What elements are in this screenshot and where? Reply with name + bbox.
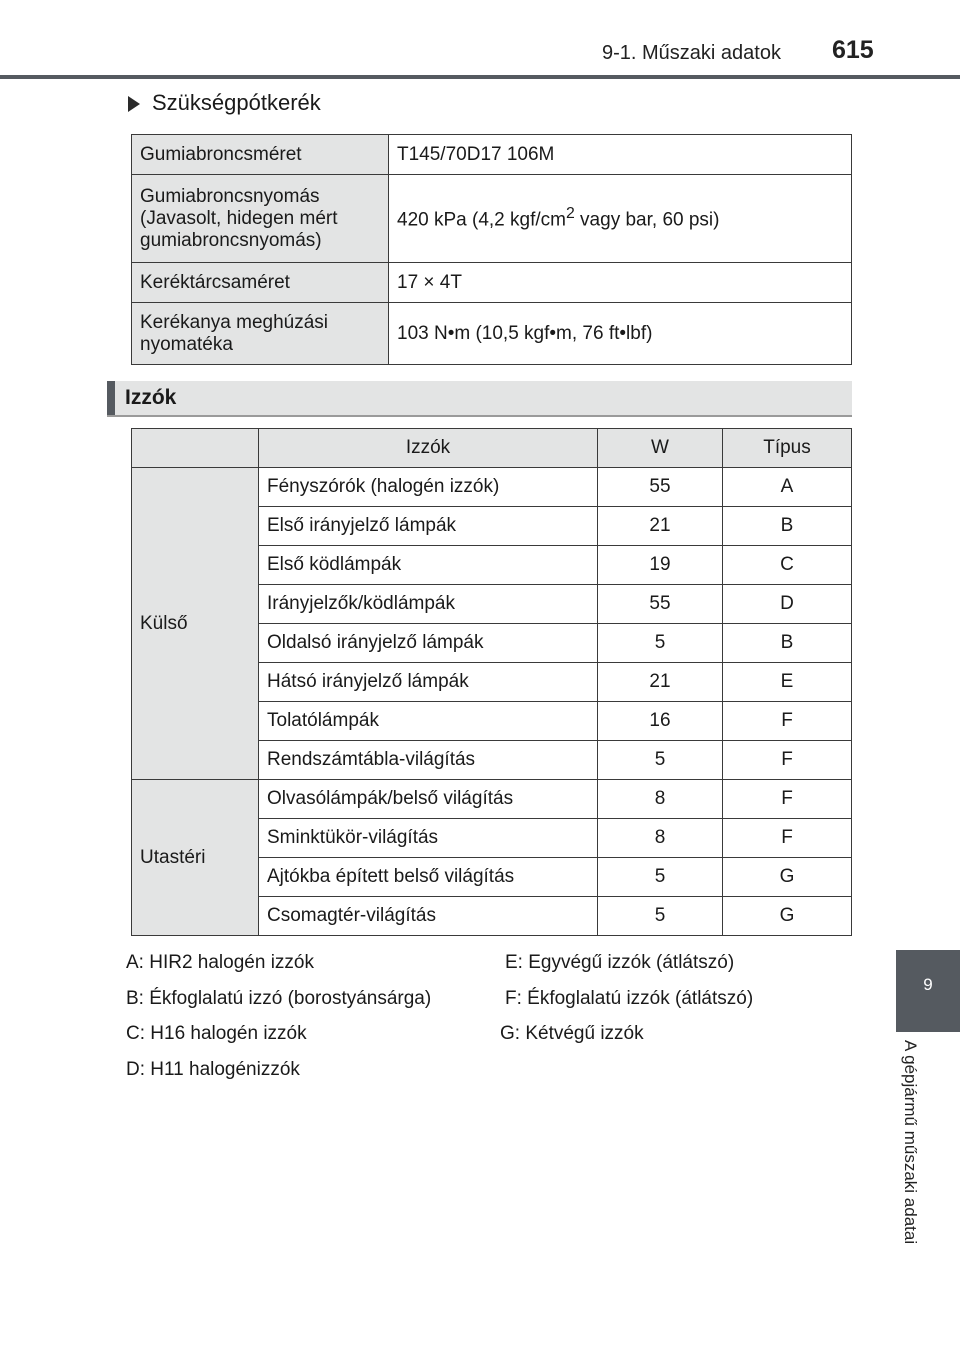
bulb-type-cell: F [723,819,852,858]
row-label [132,175,389,263]
bulb-type-cell: F [723,741,852,780]
bulbs-section-header [107,381,852,417]
spare-wheel-heading [128,90,321,116]
bulb-watt-cell: 8 [598,819,723,858]
header-divider [0,75,960,79]
bulb-watt-cell: 5 [598,897,723,936]
bulbs-table [131,428,852,936]
bulb-name-cell: Sminktükör-világítás [259,819,598,858]
bulb-name-cell: Hátsó irányjelző lámpák [259,663,598,702]
group-label: Utastéri [132,780,259,936]
bulb-watt-cell: 8 [598,780,723,819]
legend-item: E: Egyvégű izzók (átlátszó) [505,952,735,973]
table-row [132,135,852,175]
bulb-type-cell: G [723,858,852,897]
bulb-watt-cell: 5 [598,858,723,897]
chapter-title: A gépjármű műszaki adatai [901,1040,920,1245]
row-label: Gumiabroncsméret [132,135,389,175]
bullet-triangle-icon [128,96,140,112]
bulb-name-cell: Csomagtér-világítás [259,897,598,936]
bulbs-section-title: Izzók [125,386,177,409]
table-row [132,175,852,263]
bulb-watt-cell: 21 [598,663,723,702]
table-row [132,303,852,365]
table-row [132,780,852,819]
value-superscript: 2 [565,205,575,223]
bulb-type-cell: F [723,702,852,741]
chapter-label [900,1040,940,1300]
bulb-type-cell: A [723,468,852,507]
row-value: T145/70D17 106M [389,135,852,175]
bulb-name-cell: Oldalsó irányjelző lámpák [259,624,598,663]
bulb-type-cell: B [723,624,852,663]
bulb-name-cell: Tolatólámpák [259,702,598,741]
row-label-line: (Javasolt, hidegen mért [140,207,338,229]
row-label [132,303,389,365]
chapter-number: 9 [923,975,933,994]
bulb-type-cell: C [723,546,852,585]
legend-item: F: Ékfoglalatú izzók (átlátszó) [505,988,754,1009]
bulb-name-cell: Első ködlámpák [259,546,598,585]
row-label: Keréktárcsaméret [132,263,389,303]
legend-item: B: Ékfoglalatú izzó (borostyánsárga) [126,988,432,1009]
page-number: 615 [832,36,874,64]
bulb-name-cell: Első irányjelző lámpák [259,507,598,546]
bulb-watt-cell: 5 [598,741,723,780]
row-value [389,175,852,263]
spare-wheel-table [131,134,852,365]
value-text: vagy bar, 60 psi) [574,209,720,231]
group-label: Külső [132,468,259,780]
row-label-line: Gumiabroncsnyomás [140,185,320,207]
table-row [132,468,852,507]
bulb-watt-cell: 55 [598,585,723,624]
bulb-type-cell: E [723,663,852,702]
bulb-name-cell: Fényszórók (halogén izzók) [259,468,598,507]
chapter-tab [896,950,960,1032]
bulb-name-cell: Rendszámtábla-világítás [259,741,598,780]
bulb-watt-cell: 55 [598,468,723,507]
value-text: 420 kPa (4,2 kgf/cm [397,209,566,231]
bulb-watt-cell: 5 [598,624,723,663]
legend-item: A: HIR2 halogén izzók [126,952,314,973]
section-accent [107,381,115,415]
row-value: 103 N•m (10,5 kgf•m, 76 ft•lbf) [389,303,852,365]
bulb-watt-cell: 16 [598,702,723,741]
header-bulbs: Izzók [259,429,598,468]
bulb-watt-cell: 19 [598,546,723,585]
row-value: 17 × 4T [389,263,852,303]
legend-item: C: H16 halogén izzók [126,1023,307,1044]
bulb-watt-cell: 21 [598,507,723,546]
bulb-type-cell: F [723,780,852,819]
legend-item: G: Kétvégű izzók [500,1023,644,1044]
bulb-name-cell: Olvasólámpák/belső világítás [259,780,598,819]
bulb-type-cell: G [723,897,852,936]
table-header-row [132,429,852,468]
row-label-line: Kerékanya meghúzási [140,311,328,333]
spare-wheel-title: Szükségpótkerék [152,90,321,115]
bulb-type-cell: D [723,585,852,624]
table-row [132,263,852,303]
header-type: Típus [723,429,852,468]
bulb-name-cell: Ajtókba épített belső világítás [259,858,598,897]
row-label-line: nyomatéka [140,333,233,355]
bulb-type-cell: B [723,507,852,546]
header-watt: W [598,429,723,468]
section-title: 9-1. Műszaki adatok [602,42,781,64]
header-empty [132,429,259,468]
legend-item: D: H11 halogénizzók [126,1059,300,1080]
bulb-name-cell: Irányjelzők/ködlámpák [259,585,598,624]
row-label-line: gumiabroncsnyomás) [140,229,322,251]
